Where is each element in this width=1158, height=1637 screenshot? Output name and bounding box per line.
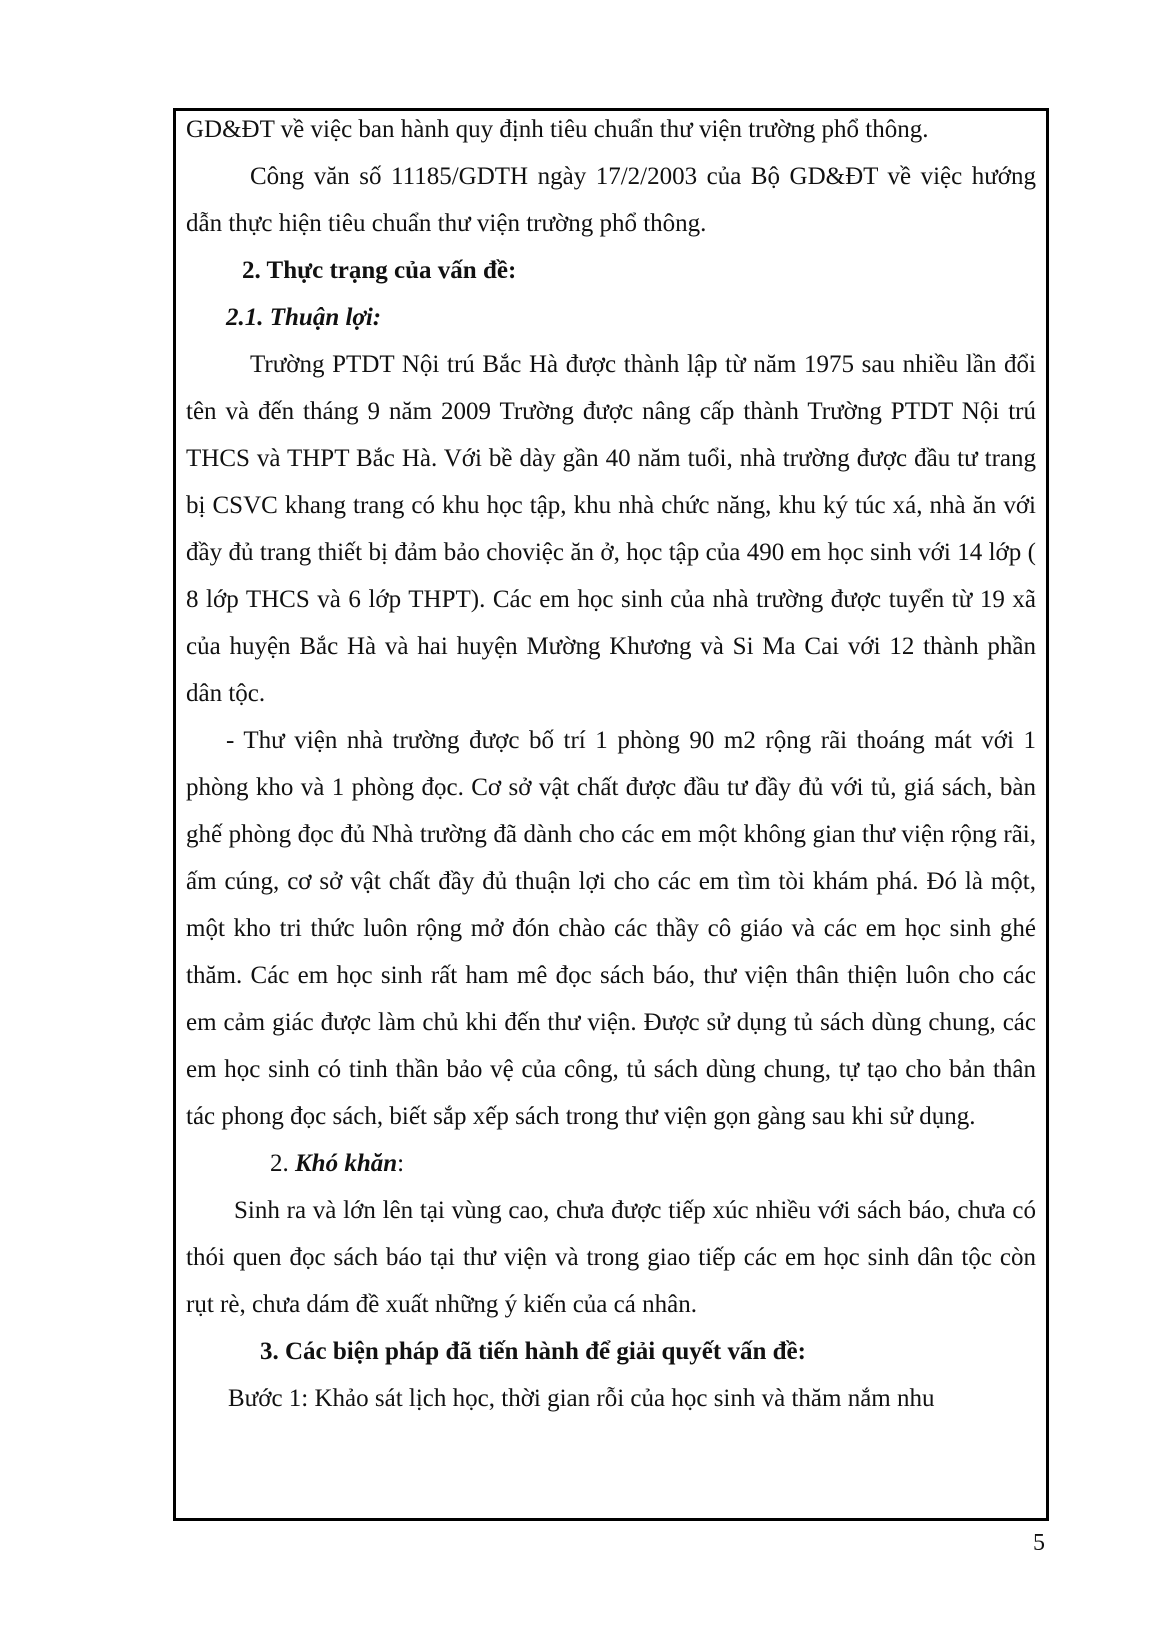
- paragraph-difficulties: Sinh ra và lớn lên tại vùng cao, chưa được tiếp xúc nhiều với sách báo, chưa có thói quen đọc sách báo tại thư viện và trong giao tiếp các em học sinh dân tộc còn rụt rè, chưa dám đề xuất những ý kiến của cá nhân.: [186, 1197, 1036, 1318]
- difficulties-number: 2.: [270, 1150, 295, 1177]
- heading-measures: 3. Các biện pháp đã tiến hành để giải quyết vấn đề:: [260, 1338, 806, 1365]
- heading-advantages: 2.1. Thuận lợi:: [226, 304, 382, 331]
- page-number: 5: [1033, 1530, 1045, 1556]
- paragraph-school-history: Trường PTDT Nội trú Bắc Hà được thành lập từ năm 1975 sau nhiều lần đổi tên và đến tháng 9 năm 2009 Trường được nâng cấp thành Trường PTDT Nội trú THCS và THPT Bắc Hà. Với bề dày gần 40 năm tuổi, nhà trường được đầu tư trang bị CSVC khang trang có khu học tập, khu nhà chức năng, khu ký túc xá, nhà ăn với đầy đủ trang thiết bị đảm bảo choviệc ăn ở, học tập của 490 em học sinh với 14 lớp ( 8 lớp THCS và 6 lớp THPT). Các em học sinh của nhà trường được tuyển từ 19 xã của huyện Bắc Hà và hai huyện Mường Khương và Si Ma Cai với 12 thành phần dân tộc.: [186, 351, 1036, 707]
- document-body: [186, 106, 1036, 1422]
- paragraph-step-1: Bước 1: Khảo sát lịch học, thời gian rỗi của học sinh và thăm nắm nhu: [228, 1385, 935, 1412]
- paragraph-official-letter: Công văn số 11185/GDTH ngày 17/2/2003 của Bộ GD&ĐT về việc hướng dẫn thực hiện tiêu chuẩn thư viện trường phổ thông.: [186, 163, 1036, 237]
- paragraph-regulation-continued: GD&ĐT về việc ban hành quy định tiêu chuẩn thư viện trường phổ thông.: [186, 116, 929, 143]
- difficulties-colon: :: [397, 1150, 405, 1177]
- paragraph-library-facilities: - Thư viện nhà trường được bố trí 1 phòng 90 m2 rộng rãi thoáng mát với 1 phòng kho và 1 phòng đọc. Cơ sở vật chất được đầu tư đầy đủ với tủ, giá sách, bàn ghế phòng đọc đủ Nhà trường đã dành cho các em một không gian thư viện rộng rãi, ấm cúng, cơ sở vật chất đầy đủ thuận lợi cho các em tìm tòi khám phá. Đó là một, một kho tri thức luôn rộng mở đón chào các thầy cô giáo và các em học sinh ghé thăm. Các em học sinh rất ham mê đọc sách báo, thư viện thân thiện luôn cho các em cảm giác được làm chủ khi đến thư viện. Được sử dụng tủ sách dùng chung, các em học sinh có tinh thần bảo vệ của công, tủ sách dùng chung, tự tạo cho bản thân tác phong đọc sách, biết sắp xếp sách trong thư viện gọn gàng sau khi sử dụng.: [186, 727, 1036, 1130]
- difficulties-label: Khó khăn: [295, 1150, 398, 1177]
- heading-current-situation: 2. Thực trạng của vấn đề:: [242, 257, 517, 284]
- heading-difficulties: [186, 1140, 1036, 1187]
